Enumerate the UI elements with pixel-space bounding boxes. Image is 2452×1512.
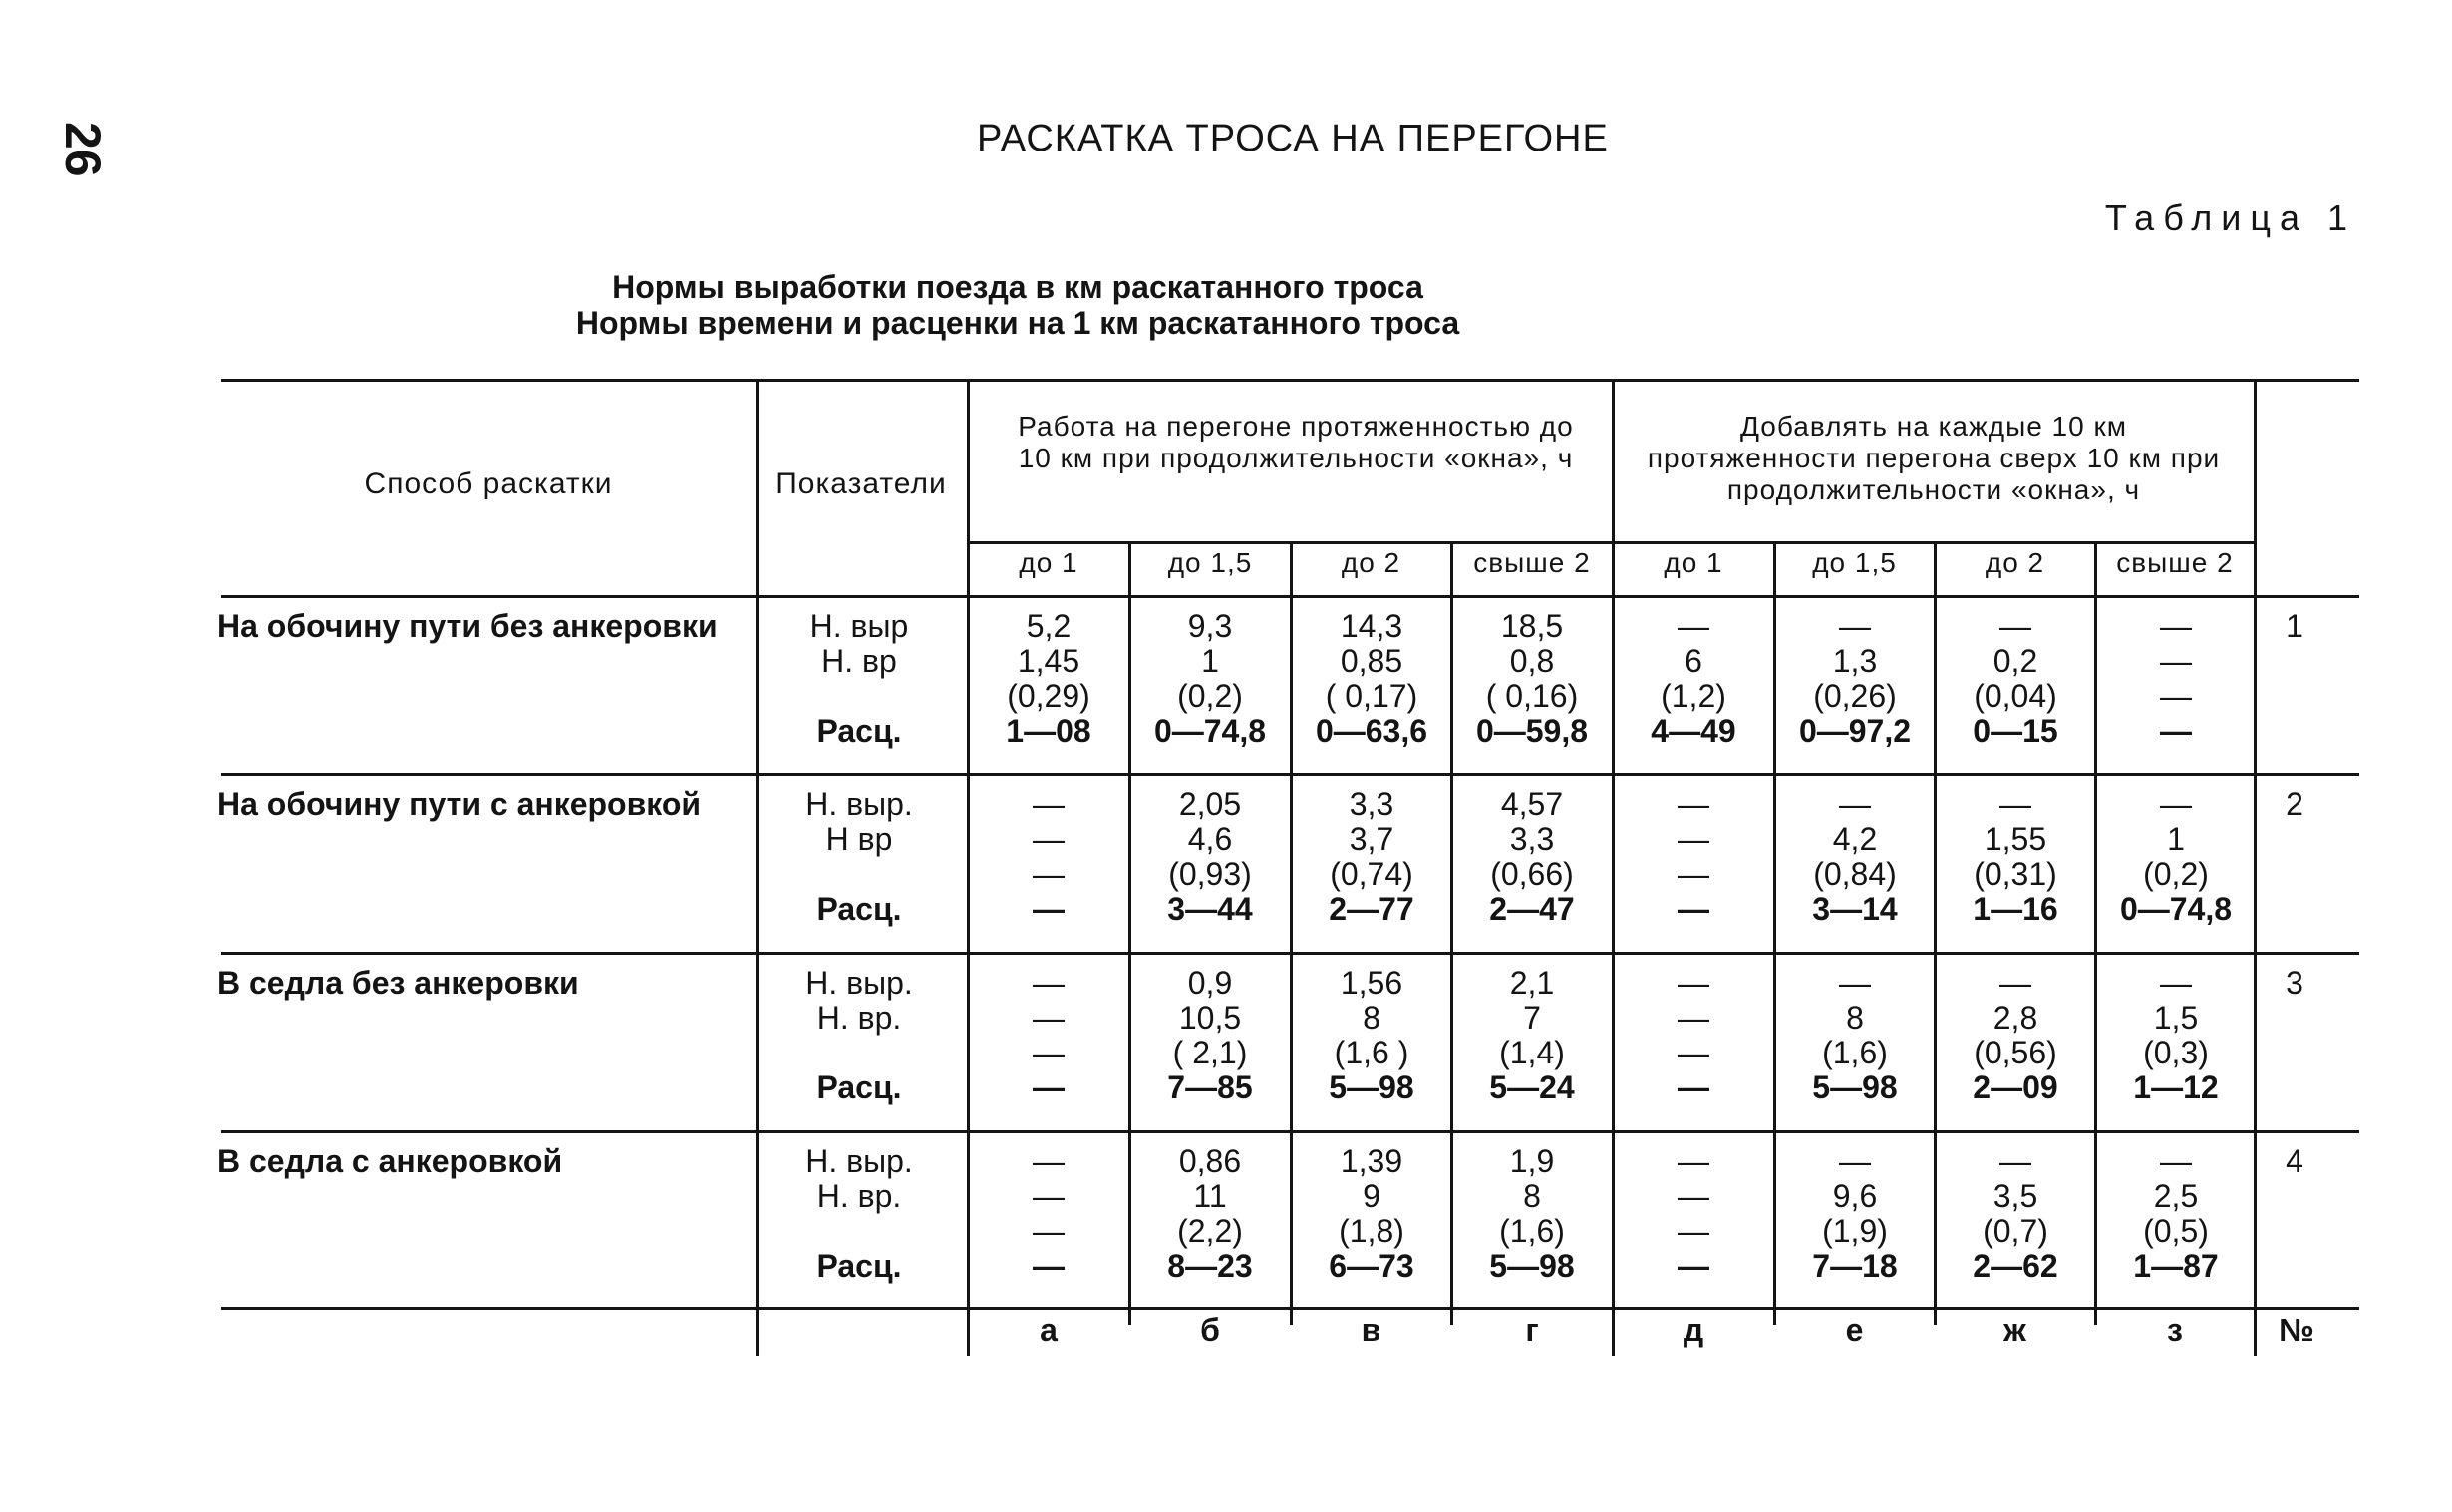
indicator-blank [750,1214,969,1249]
column-letter: ж [2003,1312,2026,1348]
cell-r4-v: 1,39 9 (1,8) 6—73 [1329,1143,1414,1284]
row-number: 4 [2286,1143,2303,1179]
indicator-rate: Расц. [816,713,902,749]
page-heading: РАСКАТКА ТРОСА НА ПЕРЕГОНЕ [977,118,1609,159]
method-row-2: На обочину пути с анкеровкой [217,786,702,822]
cell-r1-v: 14,3 0,85 ( 0,17) 0—63,6 [1315,608,1428,749]
cell-r2-d: — — — — [1678,786,1709,927]
indicators-row-3 [750,966,969,1105]
indicator-rate: Расц. [816,891,902,927]
table-label: Таблица 1 [2104,197,2356,238]
indicator-rate: Расц. [816,1248,902,1284]
header-group-section-work: Работа на перегоне протяженностью до 10 км при продолжительности «окна», ч [1018,411,1574,473]
indicators-row-4 [750,1144,969,1284]
table-captions [0,269,2035,341]
cell-r1-d: — 6 (1,2) 4—49 [1651,608,1736,749]
indicator-time: Н вр [825,821,893,857]
subheader-window: до 1 [1019,547,1078,578]
cell-r1-a: 5,2 1,45 (0,29) 1—08 [1006,608,1091,749]
row-number: 1 [2286,608,2303,644]
subheader-window: до 1 [1664,547,1723,578]
indicator-output: Н. выр. [805,1143,913,1179]
cell-r2-b: 2,05 4,6 (0,93) 3—44 [1167,786,1253,927]
indicator-rate: Расц. [816,1069,902,1105]
header-indicators: Показатели [775,467,947,500]
column-letter: е [1845,1312,1864,1348]
cell-r2-g: 4,57 3,3 (0,66) 2—47 [1489,786,1575,927]
subheader-window: до 2 [1985,547,2045,578]
column-letter: з [2167,1312,2183,1348]
cell-r4-z: — 2,5 (0,5) 1—87 [2133,1143,2219,1284]
cell-r1-z: — — — — [2160,608,2192,749]
caption-output-norms: Нормы выработки поезда в км раскатанного троса [612,269,1423,305]
cell-r1-e: — 1,3 (0,26) 0—97,2 [1798,608,1912,749]
method-row-4: В седла с анкеровкой [217,1143,563,1179]
column-letter: г [1525,1312,1539,1348]
cell-r3-d: — — — — [1678,965,1709,1105]
indicators-row-1 [750,609,969,749]
cell-r1-g: 18,5 0,8 ( 0,16) 0—59,8 [1475,608,1589,749]
indicator-blank [750,679,969,714]
cell-r2-e: — 4,2 (0,84) 3—14 [1812,786,1898,927]
indicator-output: Н. выр. [805,786,913,822]
subheader-window: до 2 [1341,547,1401,578]
subheader-window: свыше 2 [2116,547,2234,578]
header-group-additional-per-10km: Добавлять на каждые 10 км протяженности перегона сверх 10 км при продолжительности «окна», ч [1647,411,2221,505]
cell-r2-v: 3,3 3,7 (0,74) 2—77 [1329,786,1414,927]
column-letter: б [1200,1312,1220,1348]
cell-r4-d: — — — — [1678,1143,1709,1284]
indicator-time: Н. вр. [816,1000,902,1036]
indicator-time: Н. вр [821,643,897,679]
indicator-time: Н. вр. [816,1178,902,1214]
cell-r1-zh: — 0,2 (0,04) 0—15 [1973,608,2058,749]
column-letter: д [1683,1312,1704,1348]
cell-r4-b: 0,86 11 (2,2) 8—23 [1167,1143,1253,1284]
indicator-output: Н. выр [809,608,909,644]
indicator-blank [750,1036,969,1070]
cell-r3-v: 1,56 8 (1,6 ) 5—98 [1329,965,1414,1105]
cell-r4-zh: — 3,5 (0,7) 2—62 [1973,1143,2058,1284]
cell-r3-zh: — 2,8 (0,56) 2—09 [1973,965,2058,1105]
subheader-window: свыше 2 [1473,547,1591,578]
number-column-label: № [2279,1312,2314,1348]
indicator-blank [750,857,969,892]
cell-r1-b: 9,3 1 (0,2) 0—74,8 [1153,608,1267,749]
cell-r4-e: — 9,6 (1,9) 7—18 [1812,1143,1898,1284]
method-row-3: В седла без анкеровки [217,965,579,1001]
indicators-row-2 [750,787,969,927]
column-letter: а [1040,1312,1058,1348]
header-method: Способ раскатки [364,467,613,500]
subheader-window: до 1,5 [1167,547,1253,578]
cell-r2-z: — 1 (0,2) 0—74,8 [2119,786,2233,927]
cell-r3-z: — 1,5 (0,3) 1—12 [2133,965,2219,1105]
cell-r4-a: — — — — [1033,1143,1065,1284]
row-number: 2 [2286,786,2303,822]
page-number: 26 [55,122,111,177]
row-number: 3 [2286,965,2303,1001]
cell-r3-a: — — — — [1033,965,1065,1105]
cell-r4-g: 1,9 8 (1,6) 5—98 [1489,1143,1575,1284]
table-top-rule [221,379,2359,382]
method-row-1: На обочину пути без анкеровки [217,608,718,644]
cell-r3-e: — 8 (1,6) 5—98 [1812,965,1898,1105]
cell-r2-a: — — — — [1033,786,1065,927]
cell-r3-b: 0,9 10,5 ( 2,1) 7—85 [1167,965,1253,1105]
column-letter: в [1361,1312,1381,1348]
indicator-output: Н. выр. [805,965,913,1001]
cell-r2-zh: — 1,55 (0,31) 1—16 [1973,786,2058,927]
cell-r3-g: 2,1 7 (1,4) 5—24 [1489,965,1575,1105]
caption-time-norms: Нормы времени и расценки на 1 км раскатанного троса [575,305,1460,341]
subheader-window: до 1,5 [1812,547,1897,578]
